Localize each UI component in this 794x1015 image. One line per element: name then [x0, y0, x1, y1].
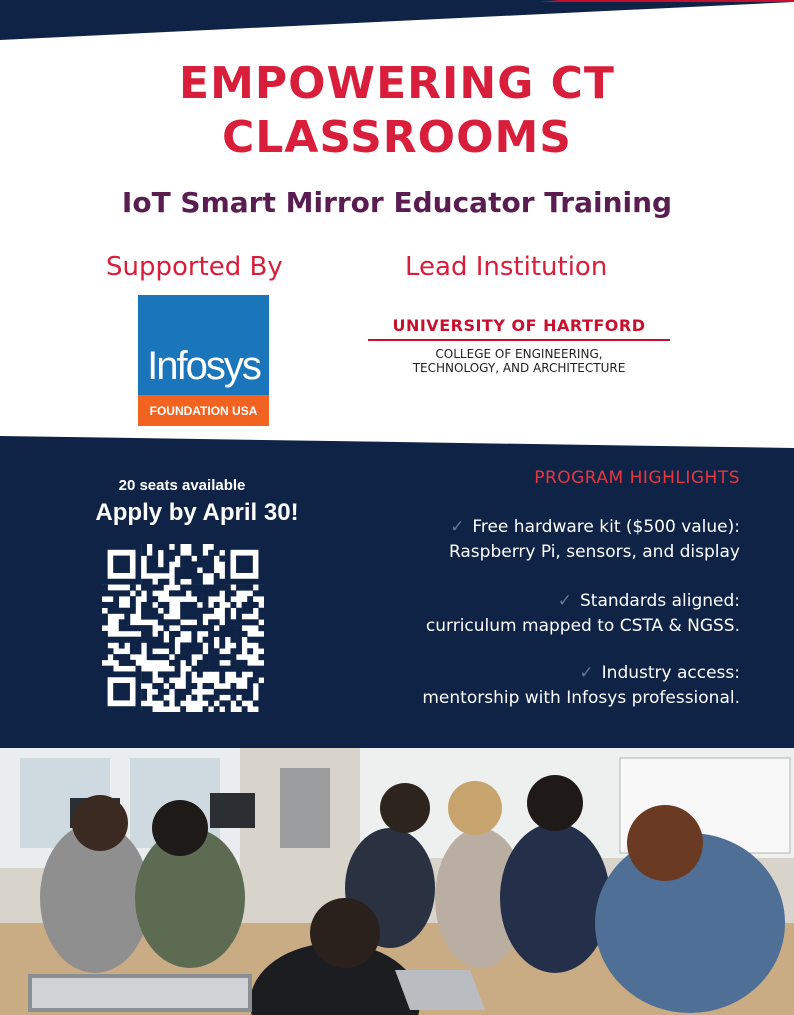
infosys-foundation-logo: [138, 295, 269, 426]
highlight-title: Industry access:: [601, 663, 740, 683]
highlight-title: Standards aligned:: [579, 591, 740, 611]
college-name: [368, 347, 670, 375]
highlight-detail: Raspberry Pi, sensors, and display: [448, 542, 740, 562]
top-band: [0, 0, 794, 40]
highlight-item-standards: [320, 589, 740, 639]
supported-by-label: Supported By: [106, 252, 283, 282]
apply-deadline: Apply by April 30!: [95, 499, 299, 526]
college-line-1: COLLEGE OF ENGINEERING,: [435, 347, 603, 361]
infosys-tagline: FOUNDATION USA: [138, 395, 269, 426]
page-subtitle: IoT Smart Mirror Educator Training: [121, 186, 673, 219]
page-title-line2: CLASSROOMS: [222, 112, 572, 163]
university-name: UNIVERSITY OF HARTFORD: [392, 316, 646, 335]
college-line-2: TECHNOLOGY, AND ARCHITECTURE: [412, 361, 626, 375]
check-icon: ✓: [579, 663, 594, 683]
page-title-line1: EMPOWERING CT: [179, 58, 615, 109]
highlights-heading: PROGRAM HIGHLIGHTS: [534, 468, 740, 488]
highlight-item-hardware: [320, 515, 740, 565]
check-icon: ✓: [450, 517, 465, 537]
highlight-detail: curriculum mapped to CSTA & NGSS.: [425, 616, 740, 636]
check-icon: ✓: [557, 591, 572, 611]
lead-institution-label: Lead Institution: [405, 252, 608, 282]
infosys-wordmark: Infosys: [138, 295, 269, 395]
seats-available: 20 seats available: [118, 477, 246, 494]
highlight-detail: mentorship with Infosys professional.: [422, 688, 740, 708]
university-divider: [368, 339, 670, 341]
classroom-photo: [0, 748, 794, 1015]
qr-code-icon[interactable]: [102, 544, 264, 712]
highlight-item-industry: [320, 661, 740, 711]
highlight-title: Free hardware kit ($500 value):: [472, 517, 740, 537]
